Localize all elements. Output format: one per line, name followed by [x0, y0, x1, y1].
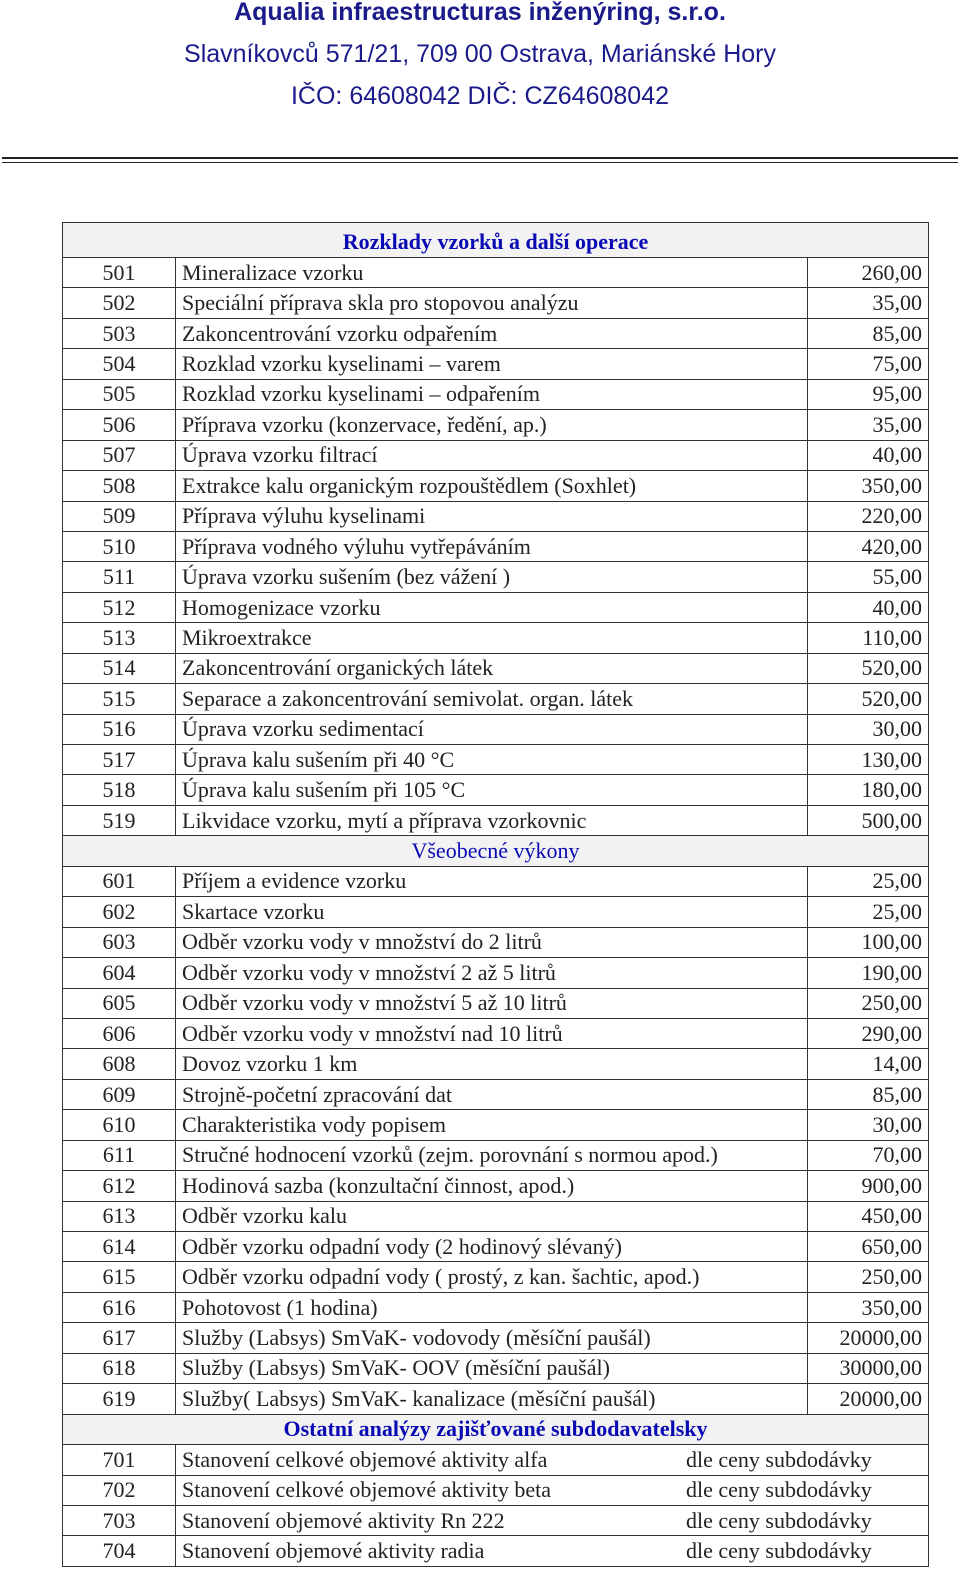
section-heading-row — [63, 836, 929, 866]
item-description: Služby (Labsys) SmVaK- vodovody (měsíční paušál) — [176, 1323, 808, 1353]
item-code: 503 — [63, 318, 176, 348]
item-code: 606 — [63, 1018, 176, 1048]
item-code: 704 — [63, 1536, 176, 1566]
item-description: Separace a zakoncentrování semivolat. organ. látek — [176, 684, 808, 714]
item-code: 703 — [63, 1505, 176, 1535]
table-row — [63, 1475, 929, 1505]
item-code: 519 — [63, 805, 176, 835]
section-heading-row — [63, 1414, 929, 1444]
item-price: 35,00 — [808, 288, 929, 318]
item-description: Stanovení objemové aktivity radia — [182, 1538, 485, 1564]
item-description: Stručné hodnocení vzorků (zejm. porovnání s normou apod.) — [176, 1140, 808, 1170]
table-row — [63, 1140, 929, 1170]
item-price: 30000,00 — [808, 1353, 929, 1383]
table-row — [63, 1292, 929, 1322]
item-price: 190,00 — [808, 958, 929, 988]
item-description-cell — [176, 1445, 929, 1475]
item-price: 180,00 — [808, 775, 929, 805]
item-price-note: dle ceny subdodávky — [686, 1538, 872, 1564]
item-code: 501 — [63, 258, 176, 288]
item-price: 350,00 — [808, 471, 929, 501]
item-description: Zakoncentrování organických látek — [176, 653, 808, 683]
item-price: 520,00 — [808, 684, 929, 714]
table-row — [63, 897, 929, 927]
item-price: 75,00 — [808, 349, 929, 379]
item-code: 510 — [63, 531, 176, 561]
item-code: 601 — [63, 866, 176, 896]
item-description: Úprava kalu sušením při 105 °C — [176, 775, 808, 805]
section-title: Všeobecné výkony — [63, 836, 929, 866]
item-code: 514 — [63, 653, 176, 683]
item-price: 420,00 — [808, 531, 929, 561]
item-description: Příprava vodného výluhu vytřepáváním — [176, 531, 808, 561]
item-code: 517 — [63, 745, 176, 775]
table-row — [63, 1262, 929, 1292]
item-price: 260,00 — [808, 258, 929, 288]
table-row — [63, 714, 929, 744]
table-row — [63, 1079, 929, 1109]
item-price: 650,00 — [808, 1232, 929, 1262]
table-row — [63, 866, 929, 896]
table-row — [63, 318, 929, 348]
item-code: 504 — [63, 349, 176, 379]
table-row — [63, 258, 929, 288]
item-price: 900,00 — [808, 1171, 929, 1201]
item-code: 617 — [63, 1323, 176, 1353]
table-row — [63, 1353, 929, 1383]
item-code: 608 — [63, 1049, 176, 1079]
section-title: Rozklady vzorků a další operace — [63, 223, 929, 258]
company-name: Aqualia infraestructuras inženýring, s.r.o. — [234, 0, 726, 26]
item-price-note: dle ceny subdodávky — [686, 1446, 872, 1472]
table-row — [63, 988, 929, 1018]
item-description: Stanovení celkové objemové aktivity alfa — [182, 1446, 548, 1472]
item-price: 25,00 — [808, 866, 929, 896]
item-code: 511 — [63, 562, 176, 592]
item-price: 250,00 — [808, 988, 929, 1018]
item-code: 702 — [63, 1475, 176, 1505]
section-heading-row — [63, 223, 929, 258]
item-price: 25,00 — [808, 897, 929, 927]
item-code: 505 — [63, 379, 176, 409]
table-row — [63, 1201, 929, 1231]
item-code: 615 — [63, 1262, 176, 1292]
item-description: Rozklad vzorku kyselinami – odpařením — [176, 379, 808, 409]
table-row — [63, 410, 929, 440]
table-row — [63, 1445, 929, 1475]
table-row — [63, 1110, 929, 1140]
item-code: 614 — [63, 1232, 176, 1262]
item-code: 611 — [63, 1140, 176, 1170]
header-rule-thin — [2, 162, 958, 163]
item-code: 506 — [63, 410, 176, 440]
item-price-note: dle ceny subdodávky — [686, 1477, 872, 1503]
item-code: 610 — [63, 1110, 176, 1140]
item-code: 507 — [63, 440, 176, 470]
table-row — [63, 775, 929, 805]
item-description: Odběr vzorku odpadní vody (2 hodinový slévaný) — [176, 1232, 808, 1262]
item-description: Extrakce kalu organickým rozpouštědlem (Soxhlet) — [176, 471, 808, 501]
item-description: Mineralizace vzorku — [176, 258, 808, 288]
table-row — [63, 805, 929, 835]
table-row — [63, 927, 929, 957]
company-address: Slavníkovců 571/21, 709 00 Ostrava, Mariánské Hory — [184, 40, 776, 68]
item-price: 500,00 — [808, 805, 929, 835]
table-row — [63, 1384, 929, 1414]
item-code: 509 — [63, 501, 176, 531]
table-row — [63, 1505, 929, 1535]
table-row — [63, 349, 929, 379]
item-description: Strojně-početní zpracování dat — [176, 1079, 808, 1109]
table-row — [63, 1232, 929, 1262]
item-price: 100,00 — [808, 927, 929, 957]
item-price: 20000,00 — [808, 1323, 929, 1353]
item-description: Likvidace vzorku, mytí a příprava vzorkovnic — [176, 805, 808, 835]
item-description: Dovoz vzorku 1 km — [176, 1049, 808, 1079]
item-code: 616 — [63, 1292, 176, 1322]
item-code: 602 — [63, 897, 176, 927]
item-description: Příjem a evidence vzorku — [176, 866, 808, 896]
item-code: 508 — [63, 471, 176, 501]
price-list-table — [62, 222, 929, 1567]
item-price: 35,00 — [808, 410, 929, 440]
table-row — [63, 562, 929, 592]
item-price: 290,00 — [808, 1018, 929, 1048]
item-description-cell — [176, 1475, 929, 1505]
item-code: 619 — [63, 1384, 176, 1414]
item-price: 30,00 — [808, 1110, 929, 1140]
item-description: Služby( Labsys) SmVaK- kanalizace (měsíční paušál) — [176, 1384, 808, 1414]
item-description: Homogenizace vzorku — [176, 592, 808, 622]
item-description: Stanovení celkové objemové aktivity beta — [182, 1477, 552, 1503]
item-description-cell — [176, 1536, 929, 1566]
item-description: Příprava vzorku (konzervace, ředění, ap.) — [176, 410, 808, 440]
item-description: Odběr vzorku odpadní vody ( prostý, z kan. šachtic, apod.) — [176, 1262, 808, 1292]
item-code: 612 — [63, 1171, 176, 1201]
table-row — [63, 745, 929, 775]
item-price: 85,00 — [808, 318, 929, 348]
table-row — [63, 592, 929, 622]
item-code: 502 — [63, 288, 176, 318]
item-description: Úprava vzorku sedimentací — [176, 714, 808, 744]
item-price: 250,00 — [808, 1262, 929, 1292]
table-row — [63, 288, 929, 318]
item-description: Rozklad vzorku kyselinami – varem — [176, 349, 808, 379]
item-code: 609 — [63, 1079, 176, 1109]
item-price: 110,00 — [808, 623, 929, 653]
table-row — [63, 471, 929, 501]
item-price: 40,00 — [808, 440, 929, 470]
header-rule-thick — [2, 157, 958, 159]
item-price: 40,00 — [808, 592, 929, 622]
item-price: 450,00 — [808, 1201, 929, 1231]
item-description: Skartace vzorku — [176, 897, 808, 927]
item-code: 512 — [63, 592, 176, 622]
item-price: 220,00 — [808, 501, 929, 531]
table-row — [63, 653, 929, 683]
item-description-cell — [176, 1505, 929, 1535]
item-code: 604 — [63, 958, 176, 988]
item-code: 513 — [63, 623, 176, 653]
item-description: Odběr vzorku vody v množství nad 10 litrů — [176, 1018, 808, 1048]
table-row — [63, 1049, 929, 1079]
item-code: 518 — [63, 775, 176, 805]
table-row — [63, 1536, 929, 1566]
table-row — [63, 1171, 929, 1201]
item-code: 613 — [63, 1201, 176, 1231]
table-row — [63, 440, 929, 470]
item-code: 618 — [63, 1353, 176, 1383]
item-code: 516 — [63, 714, 176, 744]
item-description: Odběr vzorku vody v množství 5 až 10 litrů — [176, 988, 808, 1018]
item-price: 30,00 — [808, 714, 929, 744]
item-price: 85,00 — [808, 1079, 929, 1109]
item-description: Odběr vzorku vody v množství do 2 litrů — [176, 927, 808, 957]
price-list-body — [63, 223, 929, 1567]
item-description: Služby (Labsys) SmVaK- OOV (měsíční paušál) — [176, 1353, 808, 1383]
table-row — [63, 1018, 929, 1048]
item-code: 603 — [63, 927, 176, 957]
item-description: Zakoncentrování vzorku odpařením — [176, 318, 808, 348]
item-price: 130,00 — [808, 745, 929, 775]
table-row — [63, 958, 929, 988]
item-description: Hodinová sazba (konzultační činnost, apod.) — [176, 1171, 808, 1201]
section-title: Ostatní analýzy zajišťované subdodavatelsky — [63, 1414, 929, 1444]
table-row — [63, 379, 929, 409]
item-price: 95,00 — [808, 379, 929, 409]
table-row — [63, 501, 929, 531]
item-price: 20000,00 — [808, 1384, 929, 1414]
table-row — [63, 1323, 929, 1353]
item-code: 515 — [63, 684, 176, 714]
item-price-note: dle ceny subdodávky — [686, 1507, 872, 1533]
item-price: 70,00 — [808, 1140, 929, 1170]
table-row — [63, 684, 929, 714]
company-ids: IČO: 64608042 DIČ: CZ64608042 — [290, 82, 669, 110]
item-description: Odběr vzorku vody v množství 2 až 5 litrů — [176, 958, 808, 988]
item-price: 14,00 — [808, 1049, 929, 1079]
item-description: Příprava výluhu kyselinami — [176, 501, 808, 531]
item-description: Charakteristika vody popisem — [176, 1110, 808, 1140]
item-description: Mikroextrakce — [176, 623, 808, 653]
table-row — [63, 623, 929, 653]
item-code: 701 — [63, 1445, 176, 1475]
item-price: 55,00 — [808, 562, 929, 592]
item-description: Stanovení objemové aktivity Rn 222 — [182, 1507, 505, 1533]
item-description: Úprava vzorku filtrací — [176, 440, 808, 470]
table-row — [63, 531, 929, 561]
item-description: Speciální příprava skla pro stopovou analýzu — [176, 288, 808, 318]
item-code: 605 — [63, 988, 176, 1018]
item-description: Odběr vzorku kalu — [176, 1201, 808, 1231]
item-description: Úprava vzorku sušením (bez vážení ) — [176, 562, 808, 592]
item-price: 350,00 — [808, 1292, 929, 1322]
item-description: Pohotovost (1 hodina) — [176, 1292, 808, 1322]
item-price: 520,00 — [808, 653, 929, 683]
item-description: Úprava kalu sušením při 40 °C — [176, 745, 808, 775]
